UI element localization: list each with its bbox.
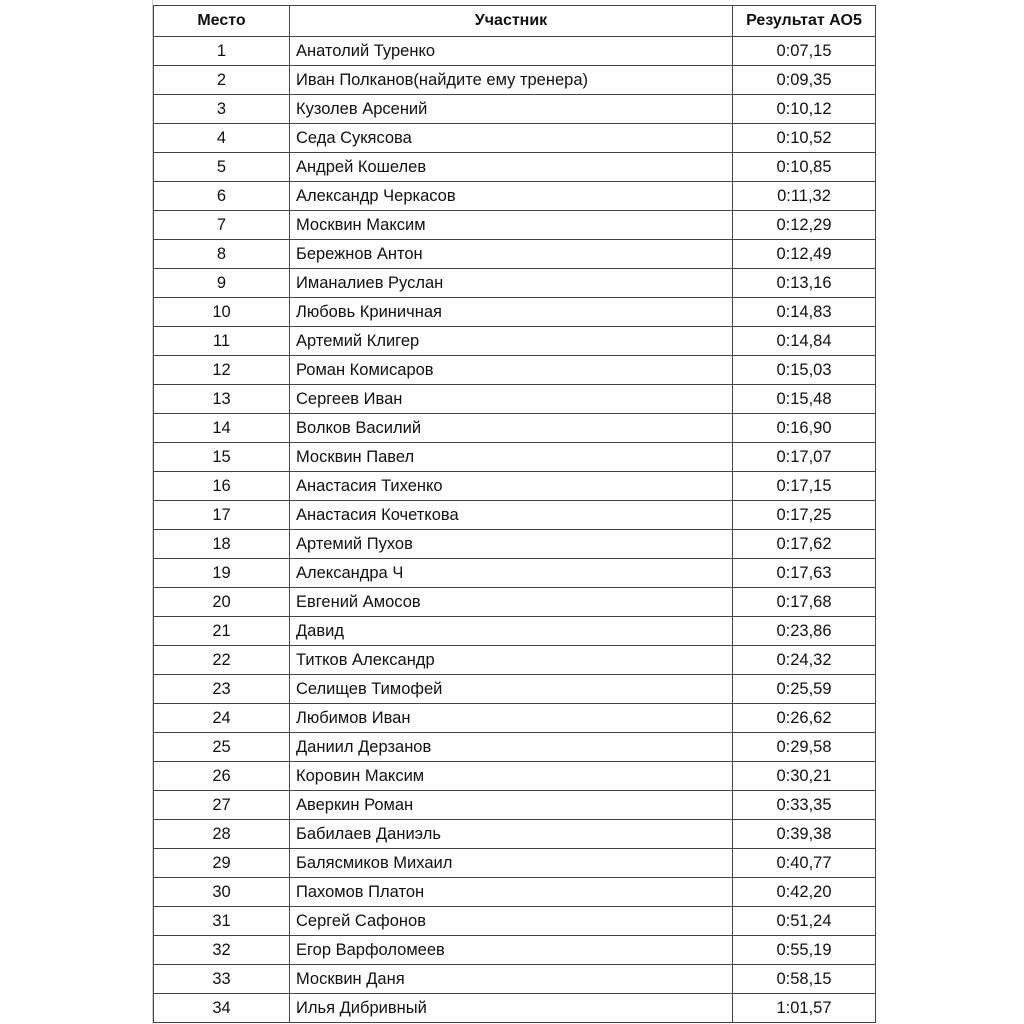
row-participant: Иван Полканов(найдите ему тренера) — [290, 66, 733, 95]
row-result: 0:10,12 — [733, 95, 876, 124]
row-participant: Коровин Максим — [290, 762, 733, 791]
row-place: 15 — [154, 443, 290, 472]
table-row — [154, 182, 876, 211]
row-place: 18 — [154, 530, 290, 559]
table-row — [154, 733, 876, 762]
table-row — [154, 95, 876, 124]
row-place: 17 — [154, 501, 290, 530]
row-result: 0:39,38 — [733, 820, 876, 849]
row-place: 8 — [154, 240, 290, 269]
row-result: 0:17,63 — [733, 559, 876, 588]
table-row — [154, 791, 876, 820]
table-row — [154, 385, 876, 414]
row-place: 1 — [154, 37, 290, 66]
row-participant: Анастасия Тихенко — [290, 472, 733, 501]
row-place: 10 — [154, 298, 290, 327]
row-participant: Аверкин Роман — [290, 791, 733, 820]
row-result: 0:30,21 — [733, 762, 876, 791]
row-place: 14 — [154, 414, 290, 443]
row-participant: Любимов Иван — [290, 704, 733, 733]
row-result: 0:17,07 — [733, 443, 876, 472]
row-participant: Евгений Амосов — [290, 588, 733, 617]
row-result: 0:12,49 — [733, 240, 876, 269]
row-participant: Сергей Сафонов — [290, 907, 733, 936]
table-row — [154, 298, 876, 327]
row-place: 30 — [154, 878, 290, 907]
row-result: 0:29,58 — [733, 733, 876, 762]
row-result: 0:10,85 — [733, 153, 876, 182]
row-participant: Москвин Максим — [290, 211, 733, 240]
row-result: 0:14,84 — [733, 327, 876, 356]
row-participant: Давид — [290, 617, 733, 646]
table-row — [154, 211, 876, 240]
row-participant: Любовь Криничная — [290, 298, 733, 327]
row-place: 31 — [154, 907, 290, 936]
row-result: 0:09,35 — [733, 66, 876, 95]
table-row — [154, 501, 876, 530]
row-participant: Москвин Павел — [290, 443, 733, 472]
row-place: 27 — [154, 791, 290, 820]
row-participant: Роман Комисаров — [290, 356, 733, 385]
table-row — [154, 965, 876, 994]
row-place: 13 — [154, 385, 290, 414]
row-place: 7 — [154, 211, 290, 240]
row-participant: Пахомов Платон — [290, 878, 733, 907]
row-participant: Александра Ч — [290, 559, 733, 588]
row-result: 0:17,68 — [733, 588, 876, 617]
row-participant: Кузолев Арсений — [290, 95, 733, 124]
row-participant: Седа Сукясова — [290, 124, 733, 153]
row-result: 0:14,83 — [733, 298, 876, 327]
row-participant: Москвин Даня — [290, 965, 733, 994]
row-place: 12 — [154, 356, 290, 385]
table-row — [154, 936, 876, 965]
row-result: 1:01,57 — [733, 994, 876, 1023]
row-participant: Бабилаев Даниэль — [290, 820, 733, 849]
row-place: 4 — [154, 124, 290, 153]
table-header — [154, 6, 876, 37]
table-row — [154, 878, 876, 907]
row-participant: Анастасия Кочеткова — [290, 501, 733, 530]
row-result: 0:15,48 — [733, 385, 876, 414]
table-row — [154, 530, 876, 559]
table-row — [154, 559, 876, 588]
table-row — [154, 240, 876, 269]
table-row — [154, 443, 876, 472]
row-place: 11 — [154, 327, 290, 356]
row-result: 0:17,25 — [733, 501, 876, 530]
row-participant: Бережнов Антон — [290, 240, 733, 269]
row-participant: Волков Василий — [290, 414, 733, 443]
row-result: 0:51,24 — [733, 907, 876, 936]
row-result: 0:58,15 — [733, 965, 876, 994]
results-table — [153, 5, 876, 1023]
row-result: 0:07,15 — [733, 37, 876, 66]
header-place: Место — [154, 6, 290, 37]
row-place: 6 — [154, 182, 290, 211]
table-row — [154, 124, 876, 153]
header-result: Результат АО5 — [733, 6, 876, 37]
table-row — [154, 327, 876, 356]
row-place: 23 — [154, 675, 290, 704]
row-result: 0:11,32 — [733, 182, 876, 211]
table-row — [154, 588, 876, 617]
row-place: 26 — [154, 762, 290, 791]
row-place: 19 — [154, 559, 290, 588]
row-participant: Анатолий Туренко — [290, 37, 733, 66]
row-participant: Александр Черкасов — [290, 182, 733, 211]
row-place: 29 — [154, 849, 290, 878]
table-row — [154, 356, 876, 385]
row-participant: Артемий Клигер — [290, 327, 733, 356]
row-result: 0:55,19 — [733, 936, 876, 965]
header-participant: Участник — [290, 6, 733, 37]
row-result: 0:12,29 — [733, 211, 876, 240]
row-result: 0:15,03 — [733, 356, 876, 385]
row-participant: Егор Варфоломеев — [290, 936, 733, 965]
row-place: 32 — [154, 936, 290, 965]
table-row — [154, 646, 876, 675]
header-row — [154, 6, 876, 37]
row-place: 3 — [154, 95, 290, 124]
row-result: 0:17,62 — [733, 530, 876, 559]
row-result: 0:26,62 — [733, 704, 876, 733]
row-place: 25 — [154, 733, 290, 762]
row-participant: Артемий Пухов — [290, 530, 733, 559]
row-participant: Андрей Кошелев — [290, 153, 733, 182]
table-row — [154, 994, 876, 1023]
row-place: 16 — [154, 472, 290, 501]
table-row — [154, 472, 876, 501]
row-result: 0:42,20 — [733, 878, 876, 907]
table-row — [154, 820, 876, 849]
row-place: 9 — [154, 269, 290, 298]
row-place: 21 — [154, 617, 290, 646]
table-row — [154, 617, 876, 646]
row-place: 33 — [154, 965, 290, 994]
table-row — [154, 675, 876, 704]
row-place: 34 — [154, 994, 290, 1023]
row-result: 0:25,59 — [733, 675, 876, 704]
row-result: 0:40,77 — [733, 849, 876, 878]
table-row — [154, 849, 876, 878]
row-result: 0:33,35 — [733, 791, 876, 820]
row-result: 0:24,32 — [733, 646, 876, 675]
table-row — [154, 414, 876, 443]
row-participant: Даниил Дерзанов — [290, 733, 733, 762]
row-place: 22 — [154, 646, 290, 675]
row-result: 0:13,16 — [733, 269, 876, 298]
table-row — [154, 66, 876, 95]
table-row — [154, 153, 876, 182]
table-row — [154, 907, 876, 936]
row-place: 24 — [154, 704, 290, 733]
row-result: 0:23,86 — [733, 617, 876, 646]
row-place: 2 — [154, 66, 290, 95]
row-result: 0:17,15 — [733, 472, 876, 501]
row-participant: Балясмиков Михаил — [290, 849, 733, 878]
row-participant: Селищев Тимофей — [290, 675, 733, 704]
row-participant: Иманалиев Руслан — [290, 269, 733, 298]
table-row — [154, 762, 876, 791]
row-participant: Илья Дибривный — [290, 994, 733, 1023]
row-place: 20 — [154, 588, 290, 617]
row-place: 5 — [154, 153, 290, 182]
table-row — [154, 269, 876, 298]
row-result: 0:16,90 — [733, 414, 876, 443]
row-participant: Сергеев Иван — [290, 385, 733, 414]
table-row — [154, 704, 876, 733]
table-row — [154, 37, 876, 66]
row-result: 0:10,52 — [733, 124, 876, 153]
row-participant: Титков Александр — [290, 646, 733, 675]
table-body — [154, 37, 876, 1023]
row-place: 28 — [154, 820, 290, 849]
